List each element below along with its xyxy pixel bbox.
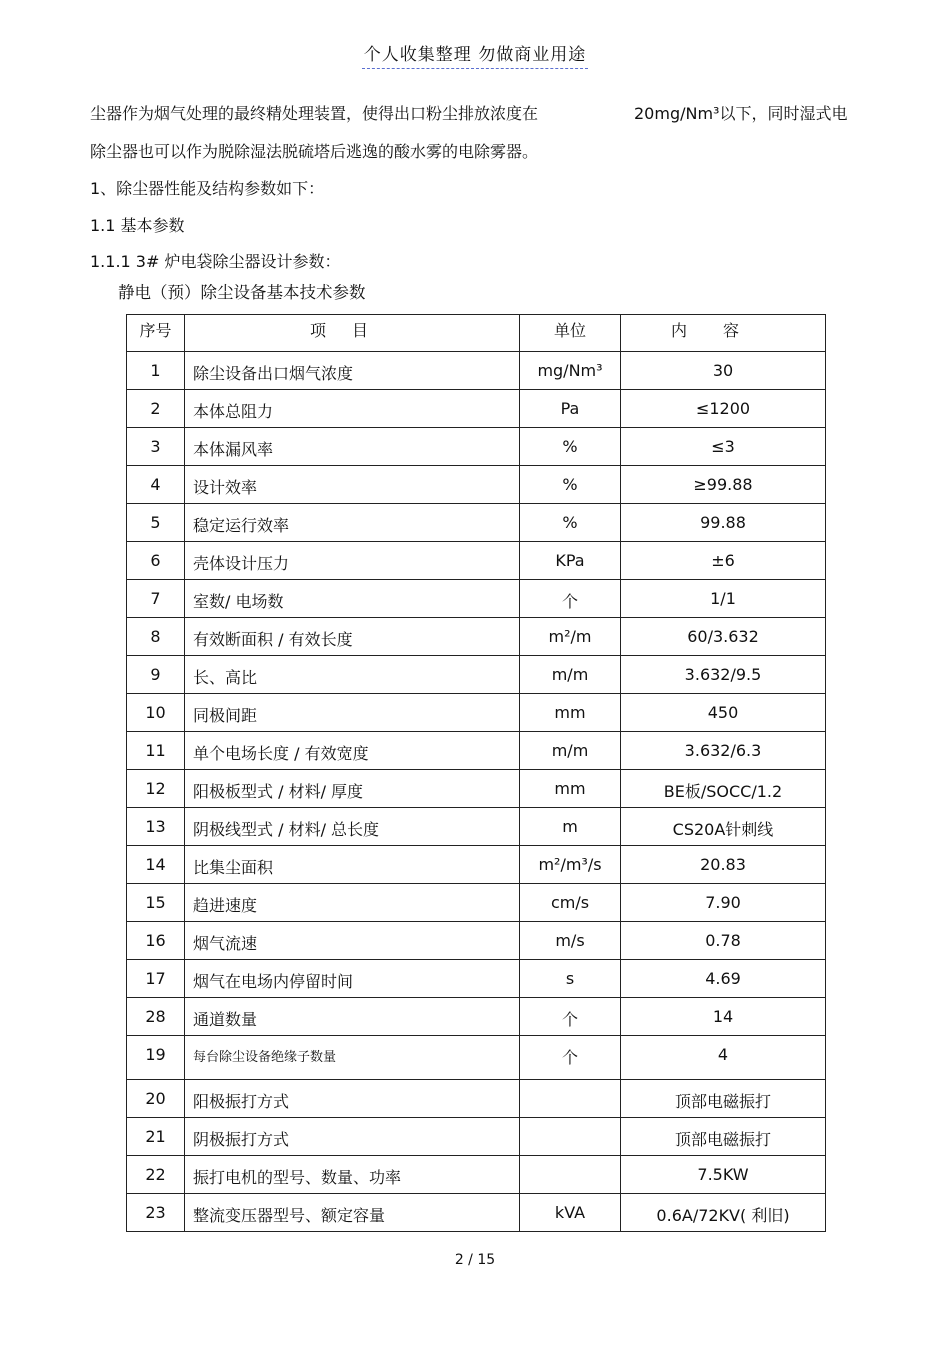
table-row (127, 466, 826, 504)
row-number: 4 (127, 466, 185, 504)
row-item: 通道数量 (185, 998, 520, 1036)
row-unit: m (520, 808, 621, 846)
row-value: 3.632/9.5 (621, 656, 826, 694)
row-unit: % (520, 428, 621, 466)
table-row (127, 770, 826, 808)
row-item: 单个电场长度 / 有效宽度 (185, 732, 520, 770)
row-number: 9 (127, 656, 185, 694)
row-value: 4.69 (621, 960, 826, 998)
row-item: 比集尘面积 (185, 846, 520, 884)
row-unit: 个 (520, 1036, 621, 1080)
row-unit: m/s (520, 922, 621, 960)
row-value: 顶部电磁振打 (621, 1118, 826, 1156)
row-value: ≤1200 (621, 390, 826, 428)
row-item: 本体总阻力 (185, 390, 520, 428)
row-unit (520, 1118, 621, 1156)
row-unit: 个 (520, 580, 621, 618)
table-row (127, 1080, 826, 1118)
table-row (127, 656, 826, 694)
row-value: 30 (621, 352, 826, 390)
row-item: 稳定运行效率 (185, 504, 520, 542)
table-row (127, 504, 826, 542)
table-row (127, 732, 826, 770)
row-unit: KPa (520, 542, 621, 580)
table-row (127, 1036, 826, 1080)
page-header (0, 40, 950, 65)
table-row (127, 1194, 826, 1232)
row-item: 有效断面积 / 有效长度 (185, 618, 520, 656)
row-number: 19 (127, 1036, 185, 1080)
paragraph-line-1b: 20mg/Nm³以下，同时湿式电 (634, 104, 848, 123)
row-value: 7.90 (621, 884, 826, 922)
row-item: 振打电机的型号、数量、功率 (185, 1156, 520, 1194)
row-value: ≥99.88 (621, 466, 826, 504)
row-unit: kVA (520, 1194, 621, 1232)
row-number: 21 (127, 1118, 185, 1156)
row-value: 3.632/6.3 (621, 732, 826, 770)
row-number: 10 (127, 694, 185, 732)
row-item: 长、高比 (185, 656, 520, 694)
parameters-table (126, 314, 826, 1232)
row-unit: s (520, 960, 621, 998)
row-unit: m/m (520, 732, 621, 770)
row-number: 12 (127, 770, 185, 808)
row-number: 7 (127, 580, 185, 618)
row-unit: m/m (520, 656, 621, 694)
row-value: ≤3 (621, 428, 826, 466)
table-row (127, 428, 826, 466)
row-unit: mm (520, 770, 621, 808)
row-unit: % (520, 504, 621, 542)
section-heading-1-1: 1.1 基本参数 (90, 216, 185, 235)
row-item: 壳体设计压力 (185, 542, 520, 580)
table-row (127, 352, 826, 390)
row-unit: mg/Nm³ (520, 352, 621, 390)
row-value: 14 (621, 998, 826, 1036)
header-title: 个人收集整理 勿做商业用途 (362, 45, 588, 69)
row-unit: % (520, 466, 621, 504)
row-value: BE板/SOCC/1.2 (621, 770, 826, 808)
table-row (127, 390, 826, 428)
paragraph-line-1a: 尘器作为烟气处理的最终精处理装置，使得出口粉尘排放浓度在 (90, 104, 539, 123)
table-row (127, 580, 826, 618)
row-unit: m²/m (520, 618, 621, 656)
row-value: 20.83 (621, 846, 826, 884)
section-heading-1: 1、除尘器性能及结构参数如下： (90, 179, 325, 198)
row-item: 除尘设备出口烟气浓度 (185, 352, 520, 390)
header-no: 序号 (127, 315, 185, 352)
row-unit (520, 1156, 621, 1194)
row-number: 15 (127, 884, 185, 922)
row-item: 阳极振打方式 (185, 1080, 520, 1118)
table-caption: 静电（预）除尘设备基本技术参数 (118, 283, 366, 302)
table-row (127, 808, 826, 846)
row-number: 2 (127, 390, 185, 428)
row-item: 室数/ 电场数 (185, 580, 520, 618)
row-value: 顶部电磁振打 (621, 1080, 826, 1118)
row-number: 20 (127, 1080, 185, 1118)
row-value: 7.5KW (621, 1156, 826, 1194)
row-number: 14 (127, 846, 185, 884)
table-row (127, 960, 826, 998)
row-value: CS20A针刺线 (621, 808, 826, 846)
row-item: 阴极线型式 / 材料/ 总长度 (185, 808, 520, 846)
row-value: 4 (621, 1036, 826, 1080)
row-number: 23 (127, 1194, 185, 1232)
table-row (127, 884, 826, 922)
header-unit: 单位 (520, 315, 621, 352)
row-item: 设计效率 (185, 466, 520, 504)
row-unit: m²/m³/s (520, 846, 621, 884)
row-item: 阴极振打方式 (185, 1118, 520, 1156)
table-row (127, 846, 826, 884)
row-value: 60/3.632 (621, 618, 826, 656)
row-number: 3 (127, 428, 185, 466)
row-value: ±6 (621, 542, 826, 580)
page-number: 2 / 15 (454, 1252, 496, 1268)
header-content: 内容 (621, 315, 826, 352)
row-number: 5 (127, 504, 185, 542)
table-row (127, 1118, 826, 1156)
table-row (127, 922, 826, 960)
row-unit: 个 (520, 998, 621, 1036)
row-value: 450 (621, 694, 826, 732)
row-value: 0.6A/72KV( 利旧) (621, 1194, 826, 1232)
row-unit: cm/s (520, 884, 621, 922)
row-number: 17 (127, 960, 185, 998)
row-number: 22 (127, 1156, 185, 1194)
table-row (127, 618, 826, 656)
row-number: 16 (127, 922, 185, 960)
row-number: 11 (127, 732, 185, 770)
row-item: 趋进速度 (185, 884, 520, 922)
row-item: 同极间距 (185, 694, 520, 732)
row-number: 1 (127, 352, 185, 390)
row-item: 本体漏风率 (185, 428, 520, 466)
row-value: 99.88 (621, 504, 826, 542)
row-item: 整流变压器型号、额定容量 (185, 1194, 520, 1232)
row-unit: mm (520, 694, 621, 732)
row-item: 烟气在电场内停留时间 (185, 960, 520, 998)
table-header-row (127, 315, 826, 352)
row-unit (520, 1080, 621, 1118)
table-row (127, 998, 826, 1036)
row-item: 阳极板型式 / 材料/ 厚度 (185, 770, 520, 808)
row-number: 8 (127, 618, 185, 656)
row-unit: Pa (520, 390, 621, 428)
paragraph-line-2: 除尘器也可以作为脱除湿法脱硫塔后逃逸的酸水雾的电除雾器。 (90, 142, 539, 161)
row-value: 0.78 (621, 922, 826, 960)
row-value: 1/1 (621, 580, 826, 618)
row-item: 每台除尘设备绝缘子数量 (185, 1036, 520, 1080)
row-item: 烟气流速 (185, 922, 520, 960)
section-heading-1-1-1: 1.1.1 3# 炉电袋除尘器设计参数： (90, 252, 341, 271)
header-item: 项目 (185, 315, 520, 352)
table-row (127, 542, 826, 580)
row-number: 13 (127, 808, 185, 846)
table-row (127, 694, 826, 732)
table-row (127, 1156, 826, 1194)
row-number: 28 (127, 998, 185, 1036)
row-number: 6 (127, 542, 185, 580)
